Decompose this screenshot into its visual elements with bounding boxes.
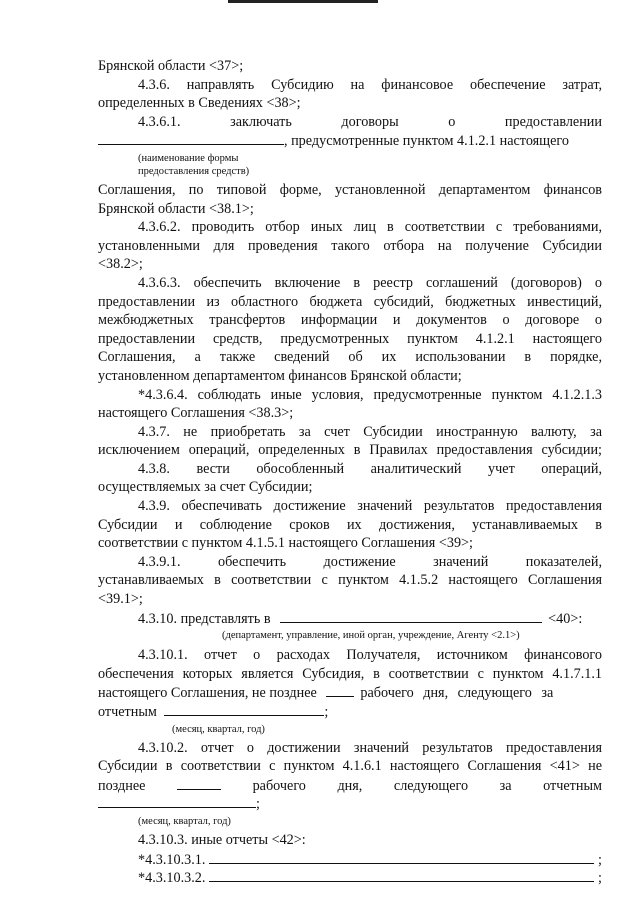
caption-period: (месяц, квартал, год) [138,815,231,827]
clause-4-3-7: 4.3.7. не приобретать за счет Субсидии иностранную валюту, за [138,423,602,440]
clause-4-3-10-3-1: *4.3.10.3.1. ; [138,851,602,868]
blank-form-name [98,131,284,145]
blank-working-day [177,776,221,790]
clause-4-3-10-3-2: *4.3.10.3.2. ; [138,870,602,887]
text-line: соответствии с пунктом 4.1.5.1 настоящего Соглашения <39>; [98,535,473,552]
clause-4-3-10-3: 4.3.10.3. иные отчеты <42>: [138,831,306,848]
clause-4-3-6-4: *4.3.6.4. соблюдать иные условия, предусмотренные пунктом 4.1.2.1.3 [138,386,602,403]
text-line: Брянской области <38.1>; [98,200,254,217]
document-page [98,57,602,887]
clause-4-3-10-2: 4.3.10.2. отчет о достижении значений результатов предоставления [138,739,602,756]
caption-form-name: (наименование формы [138,152,239,164]
text-line: исключением операций, определенных в Правилах предоставления субсидии; [98,442,602,459]
text-line: Соглашения, по типовой форме, установленной департаментом финансов [98,181,602,198]
text-line: обеспечения которых является Субсидия, в соответствии с пунктом 4.1.7.1.1 [98,665,602,682]
text-line: установленными для проведения такого отбора на получение Субсидии [98,237,602,254]
clause-4-3-10: 4.3.10. представлять в <40>: [138,610,583,627]
text-line: Брянской области <37>; [98,58,244,74]
text-line: определенных в Сведениях <38>; [98,95,301,112]
clause-4-3-6-1: 4.3.6.1. заключать договоры о предоставлении [138,113,602,130]
blank-period [164,702,324,716]
clause-4-3-6-3: 4.3.6.3. обеспечить включение в реестр соглашений (договоров) о [138,274,602,291]
text-line: Субсидии в соответствии с пунктом 4.1.6.1 настоящего Соглашения <41> не [98,758,602,775]
caption-form-name: предоставления средств) [138,165,250,177]
blank-working-day [326,683,354,697]
clause-4-3-9-1: 4.3.9.1. обеспечить достижение значений показателей, [138,553,602,570]
blank-period [98,794,256,808]
blank-other-report [209,868,594,882]
text-line: , предусмотренные пунктом 4.1.2.1 настоящего [98,131,602,150]
caption-period: (месяц, квартал, год) [172,723,265,735]
text-line: настоящего Соглашения, не позднее рабочего дня, следующего за [98,685,554,702]
clause-4-3-6: 4.3.6. направлять Субсидию на финансовое обеспечение затрат, [138,76,602,93]
clause-4-3-9: 4.3.9. обеспечивать достижение значений результатов предоставления [138,498,602,515]
top-edge-mark [228,0,378,3]
text-line: предоставлении из областного бюджета субсидий, бюджетных инвестиций, [98,293,602,310]
text-line: <39.1>; [98,591,143,608]
clause-4-3-10-1: 4.3.10.1. отчет о расходах Получателя, источником финансового [138,647,602,664]
clause-4-3-6-2: 4.3.6.2. проводить отбор иных лиц в соответствии с требованиями, [138,219,602,236]
text-line: настоящего Соглашения <38.3>; [98,405,294,422]
clause-4-3-8: 4.3.8. вести обособленный аналитический учет операций, [138,460,602,477]
text-line: предоставлении средств, предусмотренных пунктом 4.1.2.1 настоящего [98,330,602,347]
text-line: межбюджетных трансфертов информации и документов о договоре о [98,312,602,329]
text-line: Субсидии и соблюдение сроков их достижения, устанавливаемых в [98,516,602,533]
text-line: Соглашения, а также сведений об их использовании в порядке, [98,349,602,366]
text-line: ; [98,794,602,813]
text-line: установленном департаментом финансов Брянской области; [98,367,462,384]
text-line: отчетным ; [98,704,329,720]
blank-recipient [280,609,542,623]
text-line: <38.2>; [98,256,143,273]
caption-recipient: (департамент, управление, иной орган, учреждение, Агенту <2.1>) [222,630,520,642]
blank-other-report [209,850,594,864]
text-line: устанавливаемых в соответствии с пунктом 4.1.5.2 настоящего Соглашения [98,572,602,589]
text-line: позднее рабочего дня, следующего за отчетным [98,777,602,794]
text-line: осуществляемых за счет Субсидии; [98,479,313,496]
